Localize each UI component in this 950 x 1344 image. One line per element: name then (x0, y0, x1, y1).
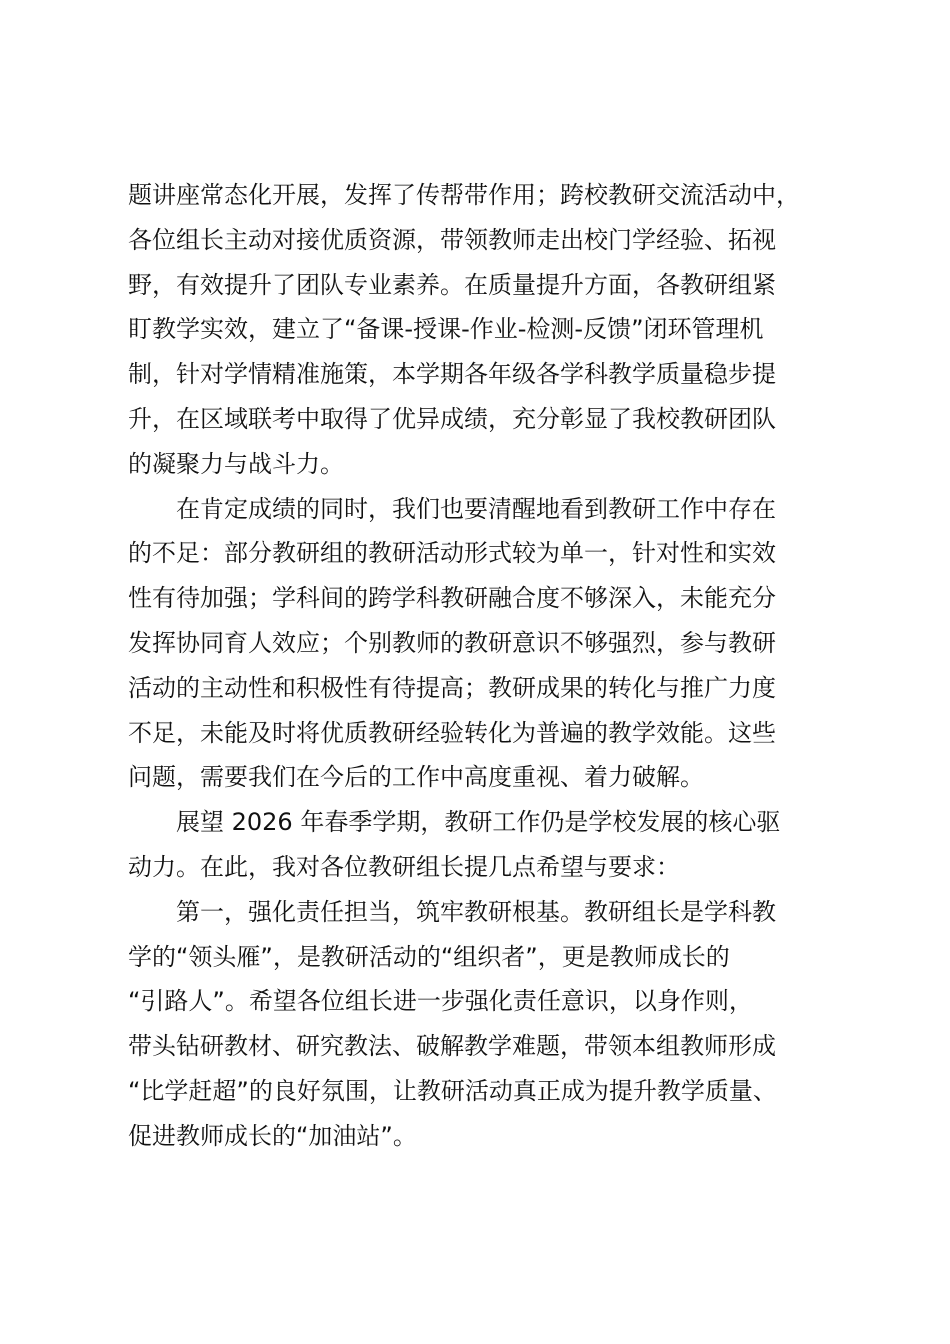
paragraph-2: 在肯定成绩的同时，我们也要清醒地看到教研工作中存在 的不足：部分教研组的教研活动形式较为单一，针对性和实效 性有待加强；学科间的跨学科教研融合度不够深入，未能充分 发挥协同育人效应；个别教师的教研意识不够强烈，参与教研 活动的主动性和积极性有待提高；教研成果的转化与推广力度 不足，未能及时将优质教研经验转化为普遍的教学效能。这些 问题，需要我们在今后的工作中高度重视、着力破解。 (128, 494, 776, 792)
document-body (128, 173, 848, 1159)
paragraph-4: 第一，强化责任担当，筑牢教研根基。教研组长是学科教 学的“领头雁”，是教研活动的“组织者”，更是教师成长的 “引路人”。希望各位组长进一步强化责任意识，以身作则， 带头钻研教材、研究教法、破解教学难题，带领本组教师形成 “比学赶超”的良好氛围，让教研活动真正成为提升教学质量、 促进教师成长的“加油站”。 (128, 897, 777, 1150)
paragraph-3: 展望 2026 年春季学期，教研工作仍是学校发展的核心驱 动力。在此，我对各位教研组长提几点希望与要求： (128, 808, 781, 881)
paragraph-1: 题讲座常态化开展，发挥了传帮带作用；跨校教研交流活动中， 各位组长主动对接优质资源，带领教师走出校门学经验、拓视 野，有效提升了团队专业素养。在质量提升方面，各教研组紧 盯教学实效，建立了“备课-授课-作业-检测-反馈”闭环管理机 制，针对学情精准施策，本学期各年级各学科教学质量稳步提 升，在区域联考中取得了优异成绩，充分彰显了我校教研团队 的凝聚力与战斗力。 (128, 181, 800, 478)
